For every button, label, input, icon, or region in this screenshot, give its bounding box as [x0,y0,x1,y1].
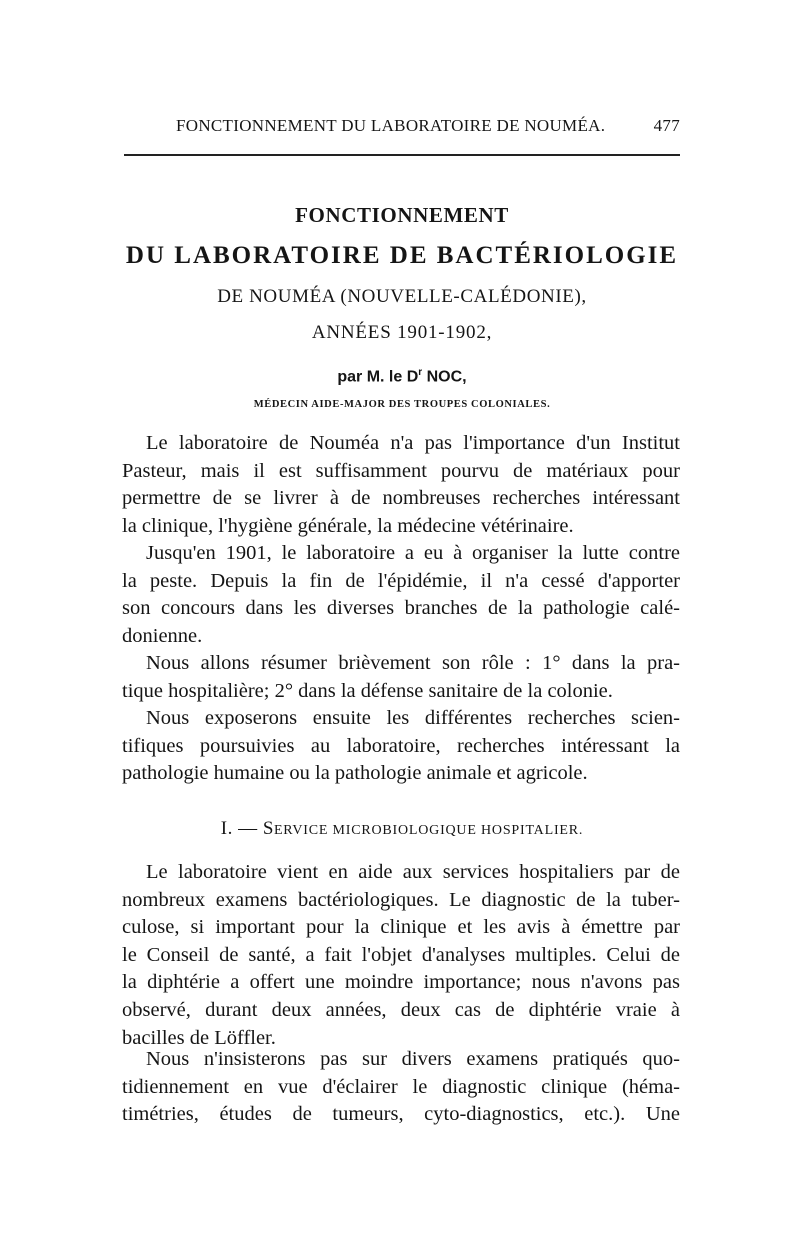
paragraph-1 [122,430,680,540]
paragraph-line: Pasteur, mais il est suffisamment pourvu de matériaux pour [122,459,680,482]
paragraph-line: Jusqu'en 1901, le laboratoire a eu à organiser la lutte contre [146,542,680,564]
paragraph-line: permettre de se livrer à de nombreuses recherches intéressant [122,487,680,510]
paragraph-line: la peste. Depuis la fin de l'épidémie, il n'a cessé d'apporter [122,569,680,592]
article-title-line-3: DE NOUMÉA (NOUVELLE-CALÉDONIE), [217,286,587,307]
byline-prefix: par M. le D [337,368,419,386]
article-title-line-4: ANNÉES 1901-1902, [311,322,493,343]
paragraph-line: la diphtérie a offert une moindre importance; nous n'avons pas [122,971,680,994]
paragraph-line: Nous n'insisterons pas sur divers examens pratiqués quo- [146,1048,680,1070]
paragraph-3 [122,650,680,705]
running-head [124,116,680,140]
paragraph-line: observé, durant deux années, deux cas de diphtérie vraie à [122,998,680,1021]
paragraph-4 [122,705,680,788]
paragraph-line: Le laboratoire vient en aide aux services hospitaliers par de [146,861,680,883]
article-title-line-1: FONCTIONNEMENT [295,203,509,227]
paragraph-line: tifiques poursuivies au laboratoire, recherches intéressant la [122,734,680,757]
paragraph-line: Nous allons résumer brièvement son rôle : 1° dans la pra- [146,652,680,674]
running-head-title: FONCTIONNEMENT DU LABORATOIRE DE NOUMÉA. [176,116,606,135]
section-numeral: I. — S [220,818,274,839]
paragraph-line: Le laboratoire de Nouméa n'a pas l'importance d'un Institut [146,432,680,454]
paragraph-line: Nous exposerons ensuite les différentes recherches scien- [146,707,680,729]
page-number: 477 [653,116,680,135]
byline [124,367,680,386]
byline-name: NOC, [422,368,467,386]
section-heading [124,818,680,840]
byline-sup: r [418,367,423,378]
paragraph-line: donienne. [122,624,203,647]
paragraph-line: la clinique, l'hygiène générale, la médecine vétérinaire. [122,514,574,537]
header-rule [124,154,680,156]
paragraph-line: pathologie humaine ou la pathologie animale et agricole. [122,762,588,785]
paragraph-5 [122,859,680,1052]
paragraph-line: culose, si important pour la clinique et les avis à émettre par [122,916,680,939]
paragraph-line: nombreux examens bactériologiques. Le diagnostic de la tuber- [122,888,680,911]
paragraph-line: tique hospitalière; 2° dans la défense sanitaire de la colonie. [122,679,613,702]
article-title-line-2: DU LABORATOIRE DE BACTÉRIOLOGIE [125,242,679,269]
paragraph-line: son concours dans les diverses branches de la pathologie calé- [122,597,680,620]
paragraph-line: timétries, études de tumeurs, cyto-diagnostics, etc.). Une [122,1103,680,1126]
section-heading-text: ERVICE MICROBIOLOGIQUE HOSPITALIER. [273,823,584,838]
paragraph-6 [122,1046,680,1129]
paragraph-line: tidiennement en vue d'éclairer le diagnostic clinique (héma- [122,1075,680,1098]
paragraph-line: bacilles de Löffler. [122,1026,276,1049]
paragraph-2 [122,540,680,650]
author-rank: MÉDECIN AIDE-MAJOR DES TROUPES COLONIALES. [253,399,551,410]
paragraph-line: le Conseil de santé, a fait l'objet d'analyses multiples. Celui de [122,943,680,966]
